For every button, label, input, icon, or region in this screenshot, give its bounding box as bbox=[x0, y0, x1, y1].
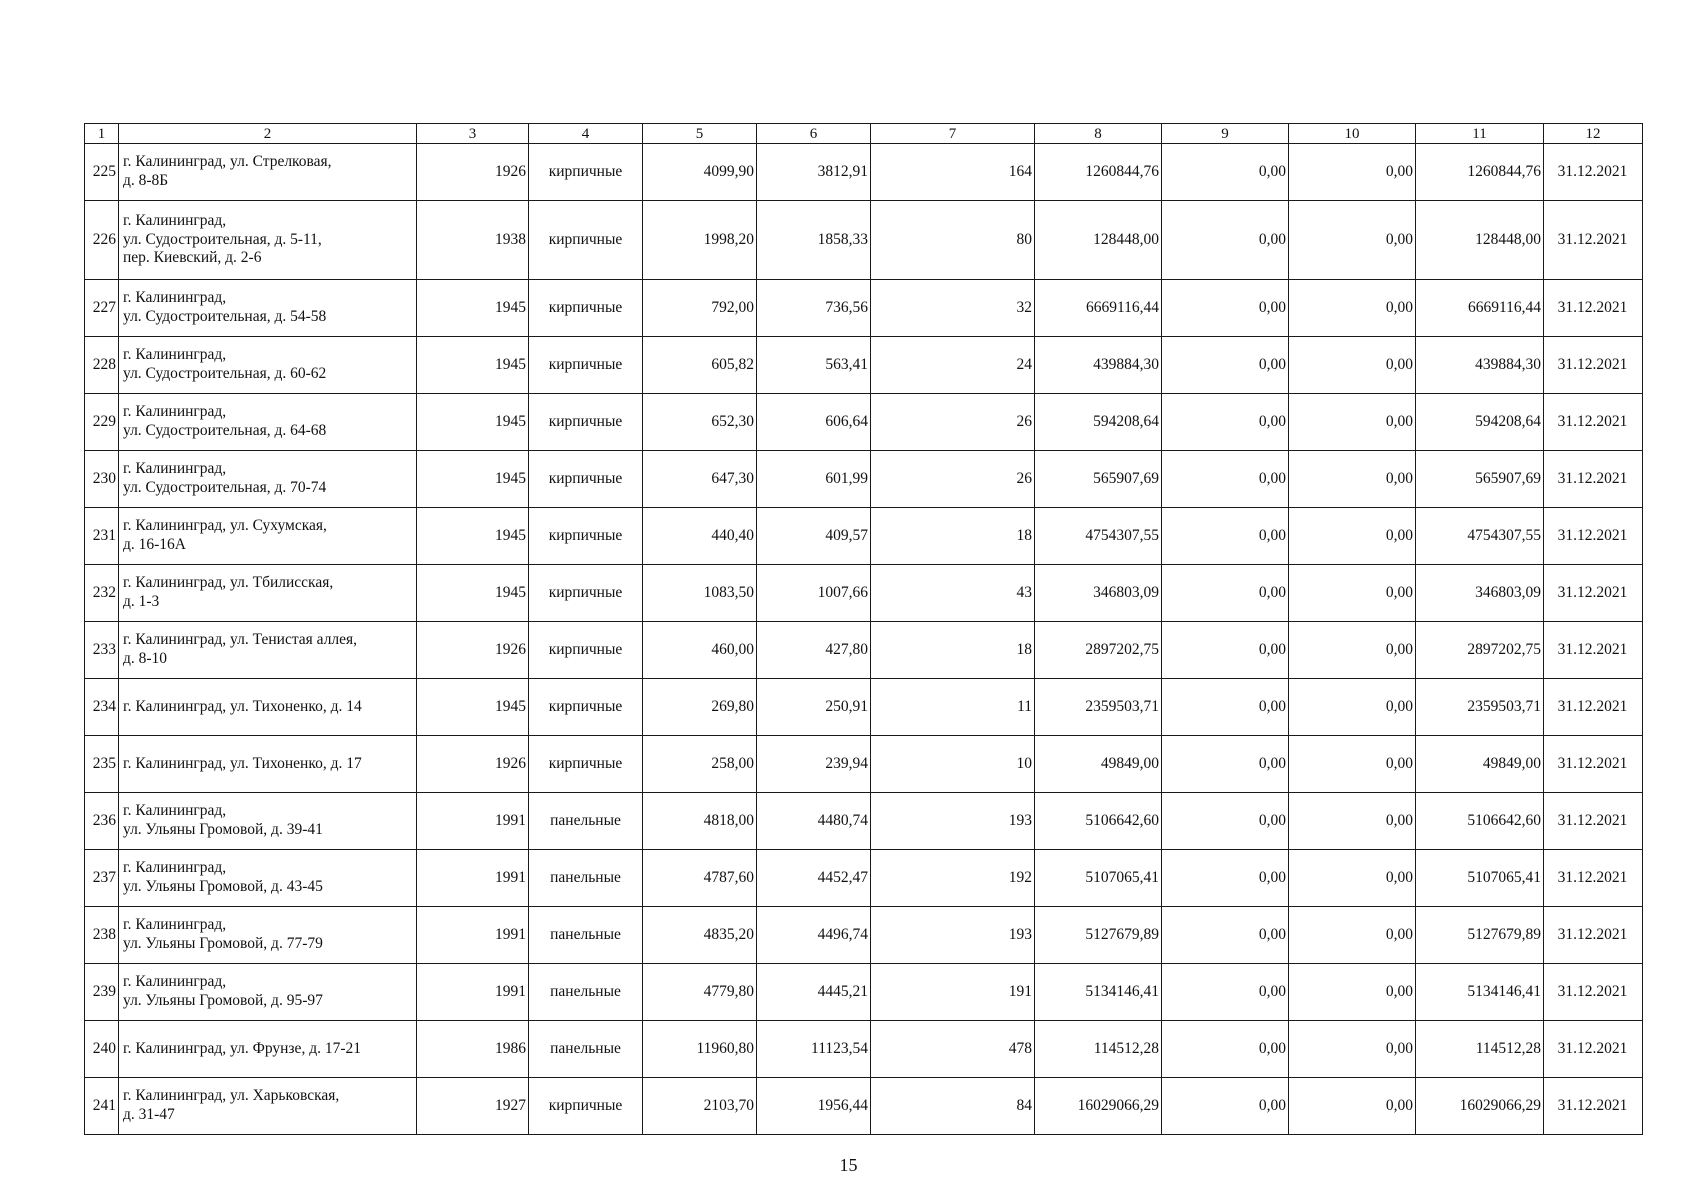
value-cell: 0,00 bbox=[1289, 907, 1416, 964]
value-cell: 26 bbox=[871, 394, 1035, 451]
date-cell: 31.12.2021 bbox=[1544, 793, 1643, 850]
date-cell: 31.12.2021 bbox=[1544, 679, 1643, 736]
value-cell: 0,00 bbox=[1289, 1078, 1416, 1135]
value-cell: 0,00 bbox=[1162, 144, 1289, 201]
value-cell: 114512,28 bbox=[1035, 1021, 1162, 1078]
value-cell: 4754307,55 bbox=[1035, 508, 1162, 565]
value-cell: 0,00 bbox=[1289, 964, 1416, 1021]
value-cell: 0,00 bbox=[1289, 508, 1416, 565]
value-cell: 16029066,29 bbox=[1416, 1078, 1544, 1135]
value-cell: 0,00 bbox=[1162, 337, 1289, 394]
value-cell: 0,00 bbox=[1162, 394, 1289, 451]
row-number-cell: 229 bbox=[85, 394, 119, 451]
value-cell: 0,00 bbox=[1289, 679, 1416, 736]
date-cell: 31.12.2021 bbox=[1544, 394, 1643, 451]
value-cell: 32 bbox=[871, 280, 1035, 337]
date-cell: 31.12.2021 bbox=[1544, 280, 1643, 337]
table-row bbox=[85, 907, 1643, 964]
value-cell: 0,00 bbox=[1289, 280, 1416, 337]
value-cell: 0,00 bbox=[1289, 394, 1416, 451]
value-cell: 128448,00 bbox=[1416, 201, 1544, 280]
year-cell: 1945 bbox=[417, 679, 529, 736]
value-cell: 2359503,71 bbox=[1416, 679, 1544, 736]
date-cell: 31.12.2021 bbox=[1544, 201, 1643, 280]
year-cell: 1945 bbox=[417, 508, 529, 565]
value-cell: 5106642,60 bbox=[1035, 793, 1162, 850]
value-cell: 792,00 bbox=[643, 280, 757, 337]
value-cell: 1260844,76 bbox=[1035, 144, 1162, 201]
value-cell: 5134146,41 bbox=[1035, 964, 1162, 1021]
value-cell: 5107065,41 bbox=[1416, 850, 1544, 907]
value-cell: 2103,70 bbox=[643, 1078, 757, 1135]
page-number: 15 bbox=[839, 1155, 858, 1175]
address-cell: г. Калининград, ул. Тбилисская, д. 1-3 bbox=[119, 565, 417, 622]
row-number-cell: 230 bbox=[85, 451, 119, 508]
value-cell: 191 bbox=[871, 964, 1035, 1021]
value-cell: 439884,30 bbox=[1035, 337, 1162, 394]
value-cell: 1260844,76 bbox=[1416, 144, 1544, 201]
value-cell: 0,00 bbox=[1162, 1078, 1289, 1135]
address-cell: г. Калининград, ул. Судостроительная, д. 64-68 bbox=[119, 394, 417, 451]
row-number-cell: 241 bbox=[85, 1078, 119, 1135]
column-header: 7 bbox=[871, 124, 1035, 144]
value-cell: 193 bbox=[871, 793, 1035, 850]
table-body bbox=[85, 144, 1643, 1135]
wall-material-cell: кирпичные bbox=[529, 508, 643, 565]
value-cell: 4818,00 bbox=[643, 793, 757, 850]
table-row bbox=[85, 793, 1643, 850]
wall-material-cell: кирпичные bbox=[529, 144, 643, 201]
table-row bbox=[85, 144, 1643, 201]
value-cell: 0,00 bbox=[1289, 201, 1416, 280]
date-cell: 31.12.2021 bbox=[1544, 964, 1643, 1021]
value-cell: 601,99 bbox=[757, 451, 871, 508]
row-number-cell: 233 bbox=[85, 622, 119, 679]
value-cell: 26 bbox=[871, 451, 1035, 508]
value-cell: 0,00 bbox=[1162, 736, 1289, 793]
address-cell: г. Калининград, ул. Харьковская, д. 31-47 bbox=[119, 1078, 417, 1135]
value-cell: 164 bbox=[871, 144, 1035, 201]
table-row bbox=[85, 850, 1643, 907]
value-cell: 605,82 bbox=[643, 337, 757, 394]
year-cell: 1991 bbox=[417, 850, 529, 907]
wall-material-cell: панельные bbox=[529, 793, 643, 850]
date-cell: 31.12.2021 bbox=[1544, 565, 1643, 622]
wall-material-cell: панельные bbox=[529, 964, 643, 1021]
year-cell: 1938 bbox=[417, 201, 529, 280]
year-cell: 1991 bbox=[417, 793, 529, 850]
table-row bbox=[85, 1078, 1643, 1135]
year-cell: 1927 bbox=[417, 1078, 529, 1135]
date-cell: 31.12.2021 bbox=[1544, 1078, 1643, 1135]
value-cell: 0,00 bbox=[1162, 1021, 1289, 1078]
value-cell: 2359503,71 bbox=[1035, 679, 1162, 736]
value-cell: 0,00 bbox=[1162, 280, 1289, 337]
column-header: 4 bbox=[529, 124, 643, 144]
year-cell: 1945 bbox=[417, 280, 529, 337]
value-cell: 0,00 bbox=[1289, 337, 1416, 394]
year-cell: 1945 bbox=[417, 565, 529, 622]
table-row bbox=[85, 565, 1643, 622]
value-cell: 0,00 bbox=[1289, 793, 1416, 850]
wall-material-cell: панельные bbox=[529, 1021, 643, 1078]
date-cell: 31.12.2021 bbox=[1544, 736, 1643, 793]
wall-material-cell: кирпичные bbox=[529, 565, 643, 622]
value-cell: 0,00 bbox=[1289, 736, 1416, 793]
column-header: 3 bbox=[417, 124, 529, 144]
wall-material-cell: кирпичные bbox=[529, 451, 643, 508]
column-header: 1 bbox=[85, 124, 119, 144]
value-cell: 4787,60 bbox=[643, 850, 757, 907]
date-cell: 31.12.2021 bbox=[1544, 337, 1643, 394]
address-cell: г. Калининград, ул. Тихоненко, д. 17 bbox=[119, 736, 417, 793]
value-cell: 606,64 bbox=[757, 394, 871, 451]
value-cell: 4754307,55 bbox=[1416, 508, 1544, 565]
year-cell: 1945 bbox=[417, 394, 529, 451]
value-cell: 49849,00 bbox=[1416, 736, 1544, 793]
column-header: 12 bbox=[1544, 124, 1643, 144]
column-header: 9 bbox=[1162, 124, 1289, 144]
wall-material-cell: панельные bbox=[529, 907, 643, 964]
value-cell: 736,56 bbox=[757, 280, 871, 337]
table-row bbox=[85, 508, 1643, 565]
row-number-cell: 232 bbox=[85, 565, 119, 622]
column-header: 2 bbox=[119, 124, 417, 144]
row-number-cell: 239 bbox=[85, 964, 119, 1021]
value-cell: 346803,09 bbox=[1035, 565, 1162, 622]
value-cell: 250,91 bbox=[757, 679, 871, 736]
value-cell: 1083,50 bbox=[643, 565, 757, 622]
value-cell: 0,00 bbox=[1162, 679, 1289, 736]
row-number-cell: 227 bbox=[85, 280, 119, 337]
value-cell: 1858,33 bbox=[757, 201, 871, 280]
value-cell: 1998,20 bbox=[643, 201, 757, 280]
address-cell: г. Калининград, ул. Ульяны Громовой, д. 95-97 bbox=[119, 964, 417, 1021]
address-cell: г. Калининград, ул. Тихоненко, д. 14 bbox=[119, 679, 417, 736]
value-cell: 1956,44 bbox=[757, 1078, 871, 1135]
table-row bbox=[85, 201, 1643, 280]
value-cell: 0,00 bbox=[1289, 850, 1416, 907]
year-cell: 1926 bbox=[417, 622, 529, 679]
row-number-cell: 236 bbox=[85, 793, 119, 850]
value-cell: 0,00 bbox=[1289, 622, 1416, 679]
value-cell: 11123,54 bbox=[757, 1021, 871, 1078]
value-cell: 0,00 bbox=[1162, 622, 1289, 679]
row-number-cell: 226 bbox=[85, 201, 119, 280]
address-cell: г. Калининград, ул. Фрунзе, д. 17-21 bbox=[119, 1021, 417, 1078]
value-cell: 460,00 bbox=[643, 622, 757, 679]
column-header: 5 bbox=[643, 124, 757, 144]
value-cell: 24 bbox=[871, 337, 1035, 394]
date-cell: 31.12.2021 bbox=[1544, 1021, 1643, 1078]
value-cell: 128448,00 bbox=[1035, 201, 1162, 280]
value-cell: 565907,69 bbox=[1035, 451, 1162, 508]
address-cell: г. Калининград, ул. Стрелковая, д. 8-8Б bbox=[119, 144, 417, 201]
year-cell: 1986 bbox=[417, 1021, 529, 1078]
row-number-cell: 231 bbox=[85, 508, 119, 565]
value-cell: 5127679,89 bbox=[1416, 907, 1544, 964]
table-row bbox=[85, 964, 1643, 1021]
date-cell: 31.12.2021 bbox=[1544, 850, 1643, 907]
value-cell: 5134146,41 bbox=[1416, 964, 1544, 1021]
value-cell: 18 bbox=[871, 508, 1035, 565]
value-cell: 10 bbox=[871, 736, 1035, 793]
value-cell: 427,80 bbox=[757, 622, 871, 679]
column-header: 10 bbox=[1289, 124, 1416, 144]
value-cell: 0,00 bbox=[1289, 451, 1416, 508]
value-cell: 565907,69 bbox=[1416, 451, 1544, 508]
wall-material-cell: кирпичные bbox=[529, 201, 643, 280]
value-cell: 2897202,75 bbox=[1416, 622, 1544, 679]
value-cell: 4099,90 bbox=[643, 144, 757, 201]
year-cell: 1991 bbox=[417, 964, 529, 1021]
value-cell: 0,00 bbox=[1162, 201, 1289, 280]
value-cell: 647,30 bbox=[643, 451, 757, 508]
value-cell: 0,00 bbox=[1289, 144, 1416, 201]
value-cell: 258,00 bbox=[643, 736, 757, 793]
wall-material-cell: кирпичные bbox=[529, 337, 643, 394]
row-number-cell: 228 bbox=[85, 337, 119, 394]
value-cell: 652,30 bbox=[643, 394, 757, 451]
value-cell: 80 bbox=[871, 201, 1035, 280]
value-cell: 4835,20 bbox=[643, 907, 757, 964]
value-cell: 0,00 bbox=[1162, 451, 1289, 508]
table-row bbox=[85, 451, 1643, 508]
wall-material-cell: кирпичные bbox=[529, 622, 643, 679]
value-cell: 4445,21 bbox=[757, 964, 871, 1021]
value-cell: 269,80 bbox=[643, 679, 757, 736]
value-cell: 4452,47 bbox=[757, 850, 871, 907]
value-cell: 6669116,44 bbox=[1035, 280, 1162, 337]
value-cell: 6669116,44 bbox=[1416, 280, 1544, 337]
housing-table bbox=[84, 123, 1643, 1135]
year-cell: 1945 bbox=[417, 451, 529, 508]
value-cell: 239,94 bbox=[757, 736, 871, 793]
value-cell: 0,00 bbox=[1289, 1021, 1416, 1078]
value-cell: 114512,28 bbox=[1416, 1021, 1544, 1078]
value-cell: 439884,30 bbox=[1416, 337, 1544, 394]
column-header: 8 bbox=[1035, 124, 1162, 144]
value-cell: 1007,66 bbox=[757, 565, 871, 622]
wall-material-cell: кирпичные bbox=[529, 736, 643, 793]
table-row bbox=[85, 679, 1643, 736]
value-cell: 49849,00 bbox=[1035, 736, 1162, 793]
row-number-cell: 238 bbox=[85, 907, 119, 964]
address-cell: г. Калининград, ул. Судостроительная, д. 70-74 bbox=[119, 451, 417, 508]
table-row bbox=[85, 280, 1643, 337]
address-cell: г. Калининград, ул. Ульяны Громовой, д. 77-79 bbox=[119, 907, 417, 964]
value-cell: 409,57 bbox=[757, 508, 871, 565]
value-cell: 18 bbox=[871, 622, 1035, 679]
table-row bbox=[85, 1021, 1643, 1078]
year-cell: 1926 bbox=[417, 144, 529, 201]
row-number-cell: 240 bbox=[85, 1021, 119, 1078]
year-cell: 1991 bbox=[417, 907, 529, 964]
value-cell: 478 bbox=[871, 1021, 1035, 1078]
row-number-cell: 237 bbox=[85, 850, 119, 907]
value-cell: 4480,74 bbox=[757, 793, 871, 850]
value-cell: 346803,09 bbox=[1416, 565, 1544, 622]
value-cell: 5127679,89 bbox=[1035, 907, 1162, 964]
address-cell: г. Калининград, ул. Сухумская, д. 16-16А bbox=[119, 508, 417, 565]
value-cell: 0,00 bbox=[1162, 508, 1289, 565]
column-header: 11 bbox=[1416, 124, 1544, 144]
date-cell: 31.12.2021 bbox=[1544, 451, 1643, 508]
value-cell: 0,00 bbox=[1289, 565, 1416, 622]
address-cell: г. Калининград, ул. Судостроительная, д. 5-11, пер. Киевский, д. 2-6 bbox=[119, 201, 417, 280]
value-cell: 4496,74 bbox=[757, 907, 871, 964]
wall-material-cell: кирпичные bbox=[529, 1078, 643, 1135]
value-cell: 594208,64 bbox=[1035, 394, 1162, 451]
value-cell: 0,00 bbox=[1162, 793, 1289, 850]
value-cell: 0,00 bbox=[1162, 565, 1289, 622]
value-cell: 43 bbox=[871, 565, 1035, 622]
value-cell: 5107065,41 bbox=[1035, 850, 1162, 907]
value-cell: 11960,80 bbox=[643, 1021, 757, 1078]
value-cell: 440,40 bbox=[643, 508, 757, 565]
year-cell: 1945 bbox=[417, 337, 529, 394]
table-row bbox=[85, 736, 1643, 793]
value-cell: 16029066,29 bbox=[1035, 1078, 1162, 1135]
value-cell: 594208,64 bbox=[1416, 394, 1544, 451]
value-cell: 2897202,75 bbox=[1035, 622, 1162, 679]
date-cell: 31.12.2021 bbox=[1544, 622, 1643, 679]
date-cell: 31.12.2021 bbox=[1544, 144, 1643, 201]
value-cell: 0,00 bbox=[1162, 907, 1289, 964]
year-cell: 1926 bbox=[417, 736, 529, 793]
value-cell: 3812,91 bbox=[757, 144, 871, 201]
address-cell: г. Калининград, ул. Ульяны Громовой, д. 43-45 bbox=[119, 850, 417, 907]
value-cell: 563,41 bbox=[757, 337, 871, 394]
value-cell: 11 bbox=[871, 679, 1035, 736]
wall-material-cell: кирпичные bbox=[529, 280, 643, 337]
row-number-cell: 234 bbox=[85, 679, 119, 736]
table-row bbox=[85, 622, 1643, 679]
value-cell: 4779,80 bbox=[643, 964, 757, 1021]
wall-material-cell: панельные bbox=[529, 850, 643, 907]
header-row bbox=[85, 124, 1643, 144]
value-cell: 84 bbox=[871, 1078, 1035, 1135]
table-row bbox=[85, 394, 1643, 451]
value-cell: 0,00 bbox=[1162, 964, 1289, 1021]
date-cell: 31.12.2021 bbox=[1544, 907, 1643, 964]
row-number-cell: 225 bbox=[85, 144, 119, 201]
date-cell: 31.12.2021 bbox=[1544, 508, 1643, 565]
value-cell: 192 bbox=[871, 850, 1035, 907]
address-cell: г. Калининград, ул. Ульяны Громовой, д. 39-41 bbox=[119, 793, 417, 850]
value-cell: 5106642,60 bbox=[1416, 793, 1544, 850]
address-cell: г. Калининград, ул. Тенистая аллея, д. 8-10 bbox=[119, 622, 417, 679]
wall-material-cell: кирпичные bbox=[529, 679, 643, 736]
address-cell: г. Калининград, ул. Судостроительная, д. 60-62 bbox=[119, 337, 417, 394]
wall-material-cell: кирпичные bbox=[529, 394, 643, 451]
address-cell: г. Калининград, ул. Судостроительная, д. 54-58 bbox=[119, 280, 417, 337]
row-number-cell: 235 bbox=[85, 736, 119, 793]
column-header: 6 bbox=[757, 124, 871, 144]
table-row bbox=[85, 337, 1643, 394]
value-cell: 0,00 bbox=[1162, 850, 1289, 907]
value-cell: 193 bbox=[871, 907, 1035, 964]
